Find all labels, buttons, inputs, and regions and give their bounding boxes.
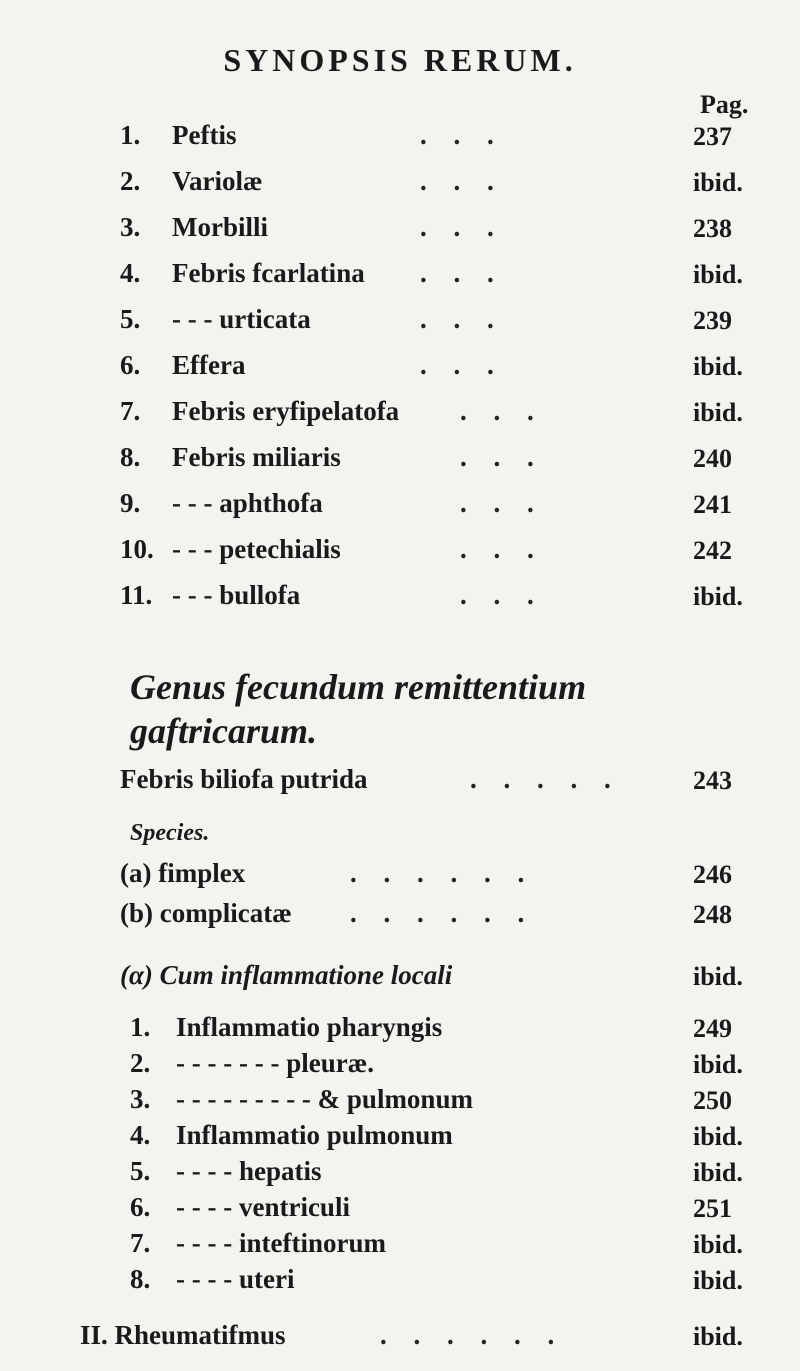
leader-dots: . . . . . . bbox=[350, 898, 535, 928]
list-entry bbox=[120, 396, 680, 430]
entry-page: ibid. bbox=[693, 582, 743, 611]
leader-dots: . . . . . . bbox=[380, 1320, 565, 1350]
genus-title: Genus fecundum remittentium gaftricarum. bbox=[130, 667, 587, 751]
entry-number: 7. bbox=[130, 1228, 151, 1258]
entry-number: 3. bbox=[120, 212, 141, 242]
entry-number: 4. bbox=[120, 258, 141, 288]
febris-text: Febris biliofa putrida bbox=[120, 764, 368, 794]
entry-number: 1. bbox=[130, 1012, 151, 1042]
entry-page: ibid. bbox=[693, 168, 743, 197]
list-entry bbox=[120, 442, 680, 476]
entry-number: 10. bbox=[120, 534, 154, 564]
entry-number: 3. bbox=[130, 1084, 151, 1114]
list-entry bbox=[120, 534, 680, 568]
entry-page: ibid. bbox=[693, 352, 743, 381]
febris-entry bbox=[120, 764, 780, 798]
inflammation-entry bbox=[130, 1264, 670, 1298]
species-page: 246 bbox=[693, 860, 732, 889]
leader-dots: . . . bbox=[420, 166, 504, 196]
leader-dots: . . . bbox=[460, 580, 544, 610]
list-entry bbox=[120, 258, 680, 292]
entry-text: Effera bbox=[172, 350, 246, 380]
inflammation-page: 250 bbox=[693, 1086, 732, 1115]
rheumatismus-entry bbox=[80, 1320, 680, 1354]
inflammation-entry bbox=[130, 1156, 670, 1190]
entry-number: 7. bbox=[120, 396, 141, 426]
species-entry bbox=[120, 858, 680, 892]
inflammation-entry bbox=[130, 1084, 670, 1118]
species-entry bbox=[120, 898, 680, 932]
leader-dots: . . . bbox=[460, 396, 544, 426]
entry-page: 239 bbox=[693, 306, 732, 335]
leader-dots: . . . bbox=[460, 442, 544, 472]
inflammation-page: 251 bbox=[693, 1194, 732, 1223]
entry-text: Variolæ bbox=[172, 166, 263, 196]
leader-dots: . . . . . . bbox=[350, 858, 535, 888]
inflammation-page: ibid. bbox=[693, 1122, 743, 1151]
list-entry bbox=[120, 488, 680, 522]
entry-text: Morbilli bbox=[172, 212, 268, 242]
entry-text: - - - aphthofa bbox=[172, 488, 323, 518]
leader-dots: . . . bbox=[420, 350, 504, 380]
leader-dots: . . . bbox=[460, 488, 544, 518]
entry-number: 5. bbox=[130, 1156, 151, 1186]
inflammation-page: ibid. bbox=[693, 1050, 743, 1079]
entry-page: 240 bbox=[693, 444, 732, 473]
entry-text: Febris miliaris bbox=[172, 442, 341, 472]
list-entry bbox=[120, 580, 680, 614]
entry-page: ibid. bbox=[693, 398, 743, 427]
entry-page: 242 bbox=[693, 536, 732, 565]
leader-dots: . . . bbox=[420, 304, 504, 334]
entry-text: - - - - hepatis bbox=[176, 1156, 322, 1186]
entry-text: - - - - - - - pleuræ. bbox=[176, 1048, 374, 1078]
cum-inflammatione-text: (α) Cum inflammatione locali bbox=[120, 960, 453, 990]
inflammation-entry bbox=[130, 1192, 670, 1226]
page-column-label: Pag. bbox=[700, 90, 749, 119]
entry-number: 1. bbox=[120, 120, 141, 150]
leader-dots: . . . . . bbox=[470, 764, 621, 794]
entry-text: - - - - ventriculi bbox=[176, 1192, 350, 1222]
entry-number: 2. bbox=[120, 166, 141, 196]
inflammation-page: ibid. bbox=[693, 1158, 743, 1187]
inflammation-page: ibid. bbox=[693, 1266, 743, 1295]
inflammation-page: ibid. bbox=[693, 1230, 743, 1259]
leader-dots: . . . bbox=[420, 120, 504, 150]
running-header: SYNOPSIS RERUM. bbox=[223, 42, 577, 78]
entry-text: - - - - - - - - - & pulmonum bbox=[176, 1084, 473, 1114]
inflammation-entry bbox=[130, 1012, 670, 1046]
entry-page: 241 bbox=[693, 490, 732, 519]
rheumatismus-page: ibid. bbox=[693, 1322, 743, 1351]
entry-number: 11. bbox=[120, 580, 153, 610]
list-entry bbox=[120, 212, 680, 246]
entry-number: 6. bbox=[120, 350, 141, 380]
entry-text: Peftis bbox=[172, 120, 237, 150]
entry-number: 5. bbox=[120, 304, 141, 334]
entry-number: 6. bbox=[130, 1192, 151, 1222]
entry-number: 2. bbox=[130, 1048, 151, 1078]
entry-text: Febris eryfipelatofa bbox=[172, 396, 400, 426]
leader-dots: . . . bbox=[460, 534, 544, 564]
species-page: 248 bbox=[693, 900, 732, 929]
entry-number: 8. bbox=[120, 442, 141, 472]
entry-page: 237 bbox=[693, 122, 732, 151]
list-entry bbox=[120, 304, 680, 338]
species-text: (b) complicatæ bbox=[120, 898, 292, 928]
entry-text: - - - - uteri bbox=[176, 1264, 295, 1294]
list-entry bbox=[120, 350, 680, 384]
entry-number: 4. bbox=[130, 1120, 151, 1150]
cum-inflammatione-entry bbox=[120, 960, 680, 994]
rheumatismus-text: II. Rheumatifmus bbox=[80, 1320, 286, 1350]
inflammation-entry bbox=[130, 1048, 670, 1082]
entry-text: - - - bullofa bbox=[172, 580, 301, 610]
cum-inflammatione-page: ibid. bbox=[693, 962, 743, 991]
species-label: Species. bbox=[130, 820, 210, 846]
entry-page: ibid. bbox=[693, 260, 743, 289]
entry-text: - - - petechialis bbox=[172, 534, 341, 564]
entry-text: - - - - inteftinorum bbox=[176, 1228, 386, 1258]
entry-text: Febris fcarlatina bbox=[172, 258, 365, 288]
entry-number: 8. bbox=[130, 1264, 151, 1294]
entry-number: 9. bbox=[120, 488, 141, 518]
list-entry bbox=[120, 120, 680, 154]
leader-dots: . . . bbox=[420, 258, 504, 288]
species-text: (a) fimplex bbox=[120, 858, 246, 888]
inflammation-entry bbox=[130, 1228, 670, 1262]
entry-text: - - - urticata bbox=[172, 304, 311, 334]
list-entry bbox=[120, 166, 680, 200]
inflammation-entry bbox=[130, 1120, 670, 1154]
febris-page: 243 bbox=[693, 766, 732, 795]
entry-page: 238 bbox=[693, 214, 732, 243]
entry-text: Inflammatio pharyngis bbox=[176, 1012, 443, 1042]
leader-dots: . . . bbox=[420, 212, 504, 242]
entry-text: Inflammatio pulmonum bbox=[176, 1120, 453, 1150]
inflammation-page: 249 bbox=[693, 1014, 732, 1043]
